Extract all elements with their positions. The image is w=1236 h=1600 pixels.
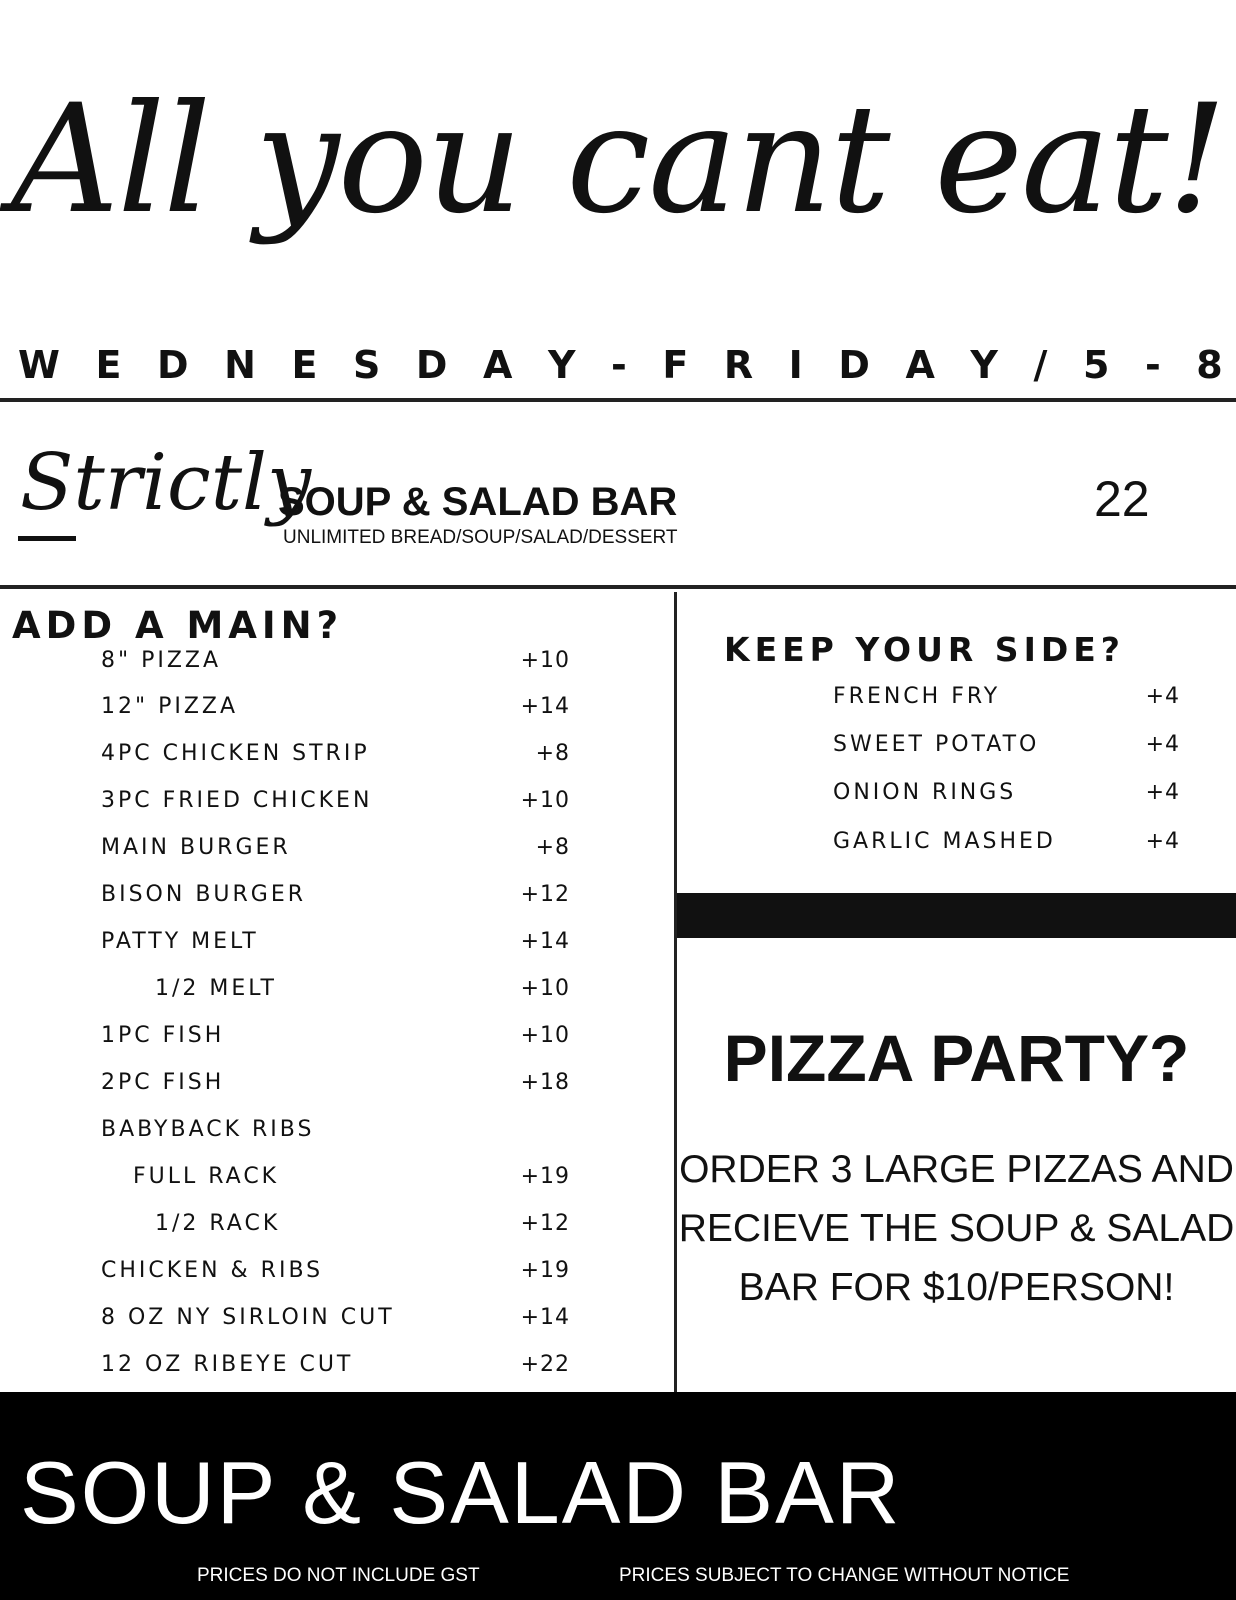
side-item-name: FRENCH FRY: [833, 684, 1001, 709]
days-letter: /: [1033, 343, 1048, 387]
menu-item-name: 2PC FISH: [101, 1070, 225, 1095]
menu-item-name: 1/2 RACK: [155, 1211, 281, 1236]
menu-item-price: +19: [520, 1258, 570, 1283]
soup-bar-title: SOUP & SALAD BAR: [278, 480, 678, 524]
menu-item-price: +8: [535, 741, 570, 766]
middle-divider: [0, 585, 1236, 589]
menu-item-name: MAIN BURGER: [101, 835, 291, 860]
days-letter: D: [156, 343, 189, 387]
days-letter: W: [18, 343, 60, 387]
side-item-name: GARLIC MASHED: [833, 829, 1056, 854]
side-item-name: SWEET POTATO: [833, 732, 1040, 757]
menu-item-price: +12: [520, 1211, 570, 1236]
soup-bar-price: 22: [1094, 471, 1150, 527]
days-letter: A: [482, 343, 513, 387]
menu-item-name: 4PC CHICKEN STRIP: [101, 741, 370, 766]
pizza-party-body: [677, 1140, 1236, 1317]
days-letter: E: [95, 343, 122, 387]
sides-title: KEEP YOUR SIDE?: [724, 630, 1125, 669]
menu-item-price: +8: [535, 835, 570, 860]
menu-item-price: +10: [520, 648, 570, 673]
menu-item-price: +12: [520, 882, 570, 907]
menu-item-name: 8 OZ NY SIRLOIN CUT: [101, 1305, 395, 1330]
days-letter: F: [662, 343, 689, 387]
days-letter: I: [788, 343, 803, 387]
menu-item-price: +19: [520, 1164, 570, 1189]
days-letter: D: [415, 343, 448, 387]
menu-item-price: [500, 1115, 570, 1145]
pizza-party-title: PIZZA PARTY?: [723, 1021, 1190, 1095]
days-letter: -: [1144, 343, 1161, 387]
mains-title: ADD A MAIN?: [12, 604, 344, 647]
pizza-party-line: BAR FOR $10/PERSON!: [738, 1266, 1175, 1309]
menu-item-name: 12" PIZZA: [101, 694, 239, 719]
menu-item-price: +10: [520, 1023, 570, 1048]
days-letter: Y: [970, 343, 998, 387]
menu-item-price: +14: [520, 929, 570, 954]
days-letter: 5: [1082, 343, 1110, 387]
menu-item-name: PATTY MELT: [101, 929, 259, 954]
menu-item-price: +22: [520, 1352, 570, 1377]
pizza-party-line: ORDER 3 LARGE PIZZAS AND: [679, 1148, 1234, 1191]
days-banner: [18, 340, 1223, 390]
menu-item-name: BISON BURGER: [101, 882, 307, 907]
days-letter: 8: [1196, 343, 1223, 387]
days-letter: Y: [547, 343, 576, 387]
menu-item-name: 12 OZ RIBEYE CUT: [101, 1352, 354, 1377]
menu-item-name: 3PC FRIED CHICKEN: [101, 788, 373, 813]
side-item-price: +4: [1145, 684, 1180, 709]
footer-note-prices: PRICES SUBJECT TO CHANGE WITHOUT NOTICE: [619, 1565, 1070, 1586]
menu-item-name: BABYBACK RIBS: [101, 1117, 315, 1142]
days-letter: D: [838, 343, 870, 387]
menu-item-name: FULL RACK: [133, 1164, 280, 1189]
menu-item-price: +18: [520, 1070, 570, 1095]
days-letter: R: [723, 343, 754, 387]
side-item-price: +4: [1145, 732, 1180, 757]
side-item-price: +4: [1145, 780, 1180, 805]
days-letter: N: [224, 343, 256, 387]
menu-item-name: 8" PIZZA: [101, 648, 222, 673]
days-letter: E: [291, 343, 318, 387]
menu-item-price: +14: [520, 1305, 570, 1330]
top-divider: [0, 398, 1236, 402]
strictly-script-word: Strictly: [20, 438, 312, 528]
days-letter: A: [905, 343, 935, 387]
side-item-price: +4: [1145, 829, 1180, 854]
menu-item-price: +10: [520, 976, 570, 1001]
menu-item-name: 1/2 MELT: [155, 976, 277, 1001]
section-band: [677, 893, 1236, 938]
soup-bar-subtitle: UNLIMITED BREAD/SOUP/SALAD/DESSERT: [283, 527, 678, 548]
days-letter: S: [352, 343, 381, 387]
pizza-party-line: RECIEVE THE SOUP & SALAD: [678, 1207, 1235, 1250]
menu-item-name: CHICKEN & RIBS: [101, 1258, 324, 1283]
footer-title: SOUP & SALAD BAR: [20, 1443, 902, 1542]
menu-item-name: 1PC FISH: [101, 1023, 225, 1048]
side-item-name: ONION RINGS: [833, 780, 1017, 805]
menu-item-price: +10: [520, 788, 570, 813]
menu-item-price: +14: [520, 694, 570, 719]
headline: All you cant eat!: [10, 73, 1226, 247]
days-letter: -: [611, 343, 627, 387]
footer-note-gst: PRICES DO NOT INCLUDE GST: [197, 1565, 480, 1586]
